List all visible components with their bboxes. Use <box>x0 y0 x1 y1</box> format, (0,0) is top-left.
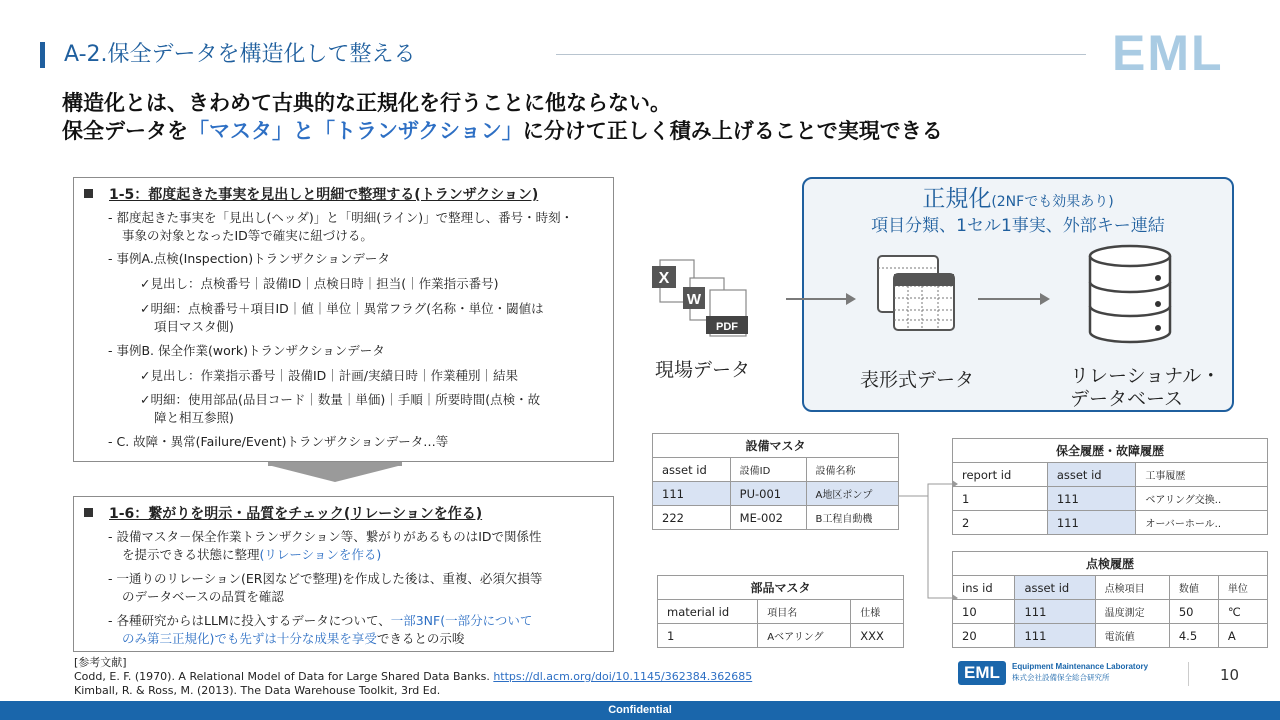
bullet-square-icon <box>84 189 93 198</box>
table-header-row <box>658 600 904 624</box>
references <box>74 656 752 698</box>
box2-line-3-a: - 各種研究からはLLMに投入するデータについて、 <box>108 613 391 628</box>
table-header-row <box>953 463 1268 487</box>
footer-lab-en: Equipment Maintenance Laboratory <box>1012 662 1149 671</box>
box1-line-3: ✓見出し：点検番号｜設備ID｜点検日時｜担当(｜作業指示番号) <box>140 276 499 291</box>
reference-2: Kimball, R. & Ross, M. (2013). The Data Warehouse Toolkit, 3rd Ed. <box>74 684 441 697</box>
table-cell: 111 <box>1015 624 1095 648</box>
table-cell: ℃ <box>1218 600 1267 624</box>
arrow-right-icon <box>846 293 856 305</box>
file-icons <box>650 250 750 342</box>
table-cell: 111 <box>1047 511 1136 535</box>
headline-line-2 <box>62 116 943 146</box>
normalization-title <box>802 184 1234 217</box>
table-row <box>953 511 1268 535</box>
headline-2-highlight: 「マスタ」と「トランザクション」 <box>188 119 523 143</box>
table-row <box>953 624 1268 648</box>
table-row <box>953 600 1268 624</box>
box2-line-2b: のデータベースの品質を確認 <box>122 589 284 604</box>
table-header: asset id <box>1015 576 1095 600</box>
box1-line-6: ✓見出し：作業指示番号｜設備ID｜計画/実績日時｜作業種別｜結果 <box>140 368 518 383</box>
table-title: 点検履歴 <box>953 552 1268 576</box>
normalization-note: (2NFでも効果あり) <box>991 194 1114 210</box>
relation-box <box>73 496 614 652</box>
box1-line-1: - 都度起きた事実を「見出し(ヘッダ)」と「明細(ライン)」で整理し、番号・時刻・ <box>108 210 574 225</box>
references-label: [参考文献] <box>74 656 127 669</box>
connector-maintenance <box>898 484 952 496</box>
table-cell: B工程自動機 <box>806 506 898 530</box>
box2-line-3b-a: のみ第三正規化)でも先ずは十分な成果を享受 <box>122 631 377 646</box>
table-header-row <box>653 458 899 482</box>
table-cell: ベアリング交換.. <box>1136 487 1268 511</box>
table-cell: A <box>1218 624 1267 648</box>
table-cell: 温度測定 <box>1095 600 1169 624</box>
table-row <box>658 624 904 648</box>
title-accent-bar <box>40 42 45 68</box>
excel-letter: X <box>658 270 670 287</box>
inspection-history-table <box>952 551 1268 648</box>
reference-1 <box>74 670 752 684</box>
rdb-label-2: データベース <box>1070 388 1184 410</box>
table-header: report id <box>953 463 1048 487</box>
table-row <box>653 506 899 530</box>
box2-line-1: - 設備マスタ－保全作業トランザクション等、繋がりがあるものはIDで関係性 <box>108 529 542 544</box>
title-divider <box>556 54 1086 55</box>
table-cell: 111 <box>653 482 731 506</box>
table-header: 点検項目 <box>1095 576 1169 600</box>
table-row <box>653 482 899 506</box>
transaction-box <box>73 177 614 462</box>
reference-1-link[interactable]: https://dl.acm.org/doi/10.1145/362384.362685 <box>493 670 753 683</box>
footer-lab-jp: 株式会社設備保全総合研究所 <box>1012 673 1110 682</box>
confidential-bar: Confidential <box>0 701 1280 720</box>
table-title: 部品マスタ <box>658 576 904 600</box>
table-header: 仕様 <box>851 600 904 624</box>
transaction-box-title: 1-5：都度起きた事実を見出しと明細で整理する(トランザクション) <box>109 187 539 203</box>
table-header: asset id <box>653 458 731 482</box>
arrow-right-icon <box>1040 293 1050 305</box>
table-data-label: 表形式データ <box>860 369 975 391</box>
table-cell: オーバーホール.. <box>1136 511 1268 535</box>
database-icon <box>1086 244 1176 344</box>
table-cell: 10 <box>953 600 1015 624</box>
table-title: 保全履歴・故障履歴 <box>953 439 1268 463</box>
table-header: asset id <box>1047 463 1136 487</box>
box2-line-2: - 一通りのリレーション(ER図などで整理)を作成した後は、重複、必須欠損等 <box>108 571 543 586</box>
headline-2-c: に分けて正しく積み上げることで実現できる <box>522 119 943 143</box>
table-connectors <box>898 478 958 600</box>
box2-line-3b-b: できるとの示唆 <box>376 631 465 646</box>
connector-inspection <box>928 496 952 598</box>
table-cell: 111 <box>1047 487 1136 511</box>
down-arrow-icon <box>268 465 402 482</box>
transaction-box-heading <box>84 184 538 204</box>
table-header: 項目名 <box>758 600 851 624</box>
table-cell: A地区ポンプ <box>806 482 898 506</box>
field-data-label: 現場データ <box>655 359 751 381</box>
maintenance-history-table <box>952 438 1268 535</box>
table-header: 設備名称 <box>806 458 898 482</box>
table-cell: Aベアリング <box>758 624 851 648</box>
box1-line-4b: 項目マスタ側) <box>154 319 234 334</box>
table-cell: PU-001 <box>730 482 806 506</box>
slide-title: A-2.保全データを構造化して整える <box>64 42 416 67</box>
table-row <box>953 487 1268 511</box>
box1-line-8: - C. 故障・異常(Failure/Event)トランザクションデータ…等 <box>108 434 449 449</box>
table-title: 設備マスタ <box>653 434 899 458</box>
table-cell: ME-002 <box>730 506 806 530</box>
table-cell: 電流値 <box>1095 624 1169 648</box>
word-letter: W <box>686 291 702 308</box>
table-cell: 20 <box>953 624 1015 648</box>
table-cell: 4.5 <box>1169 624 1218 648</box>
pdf-file-icon <box>706 290 748 336</box>
table-cell: 1 <box>953 487 1048 511</box>
table-header: ins id <box>953 576 1015 600</box>
relation-box-title: 1-6：繋がりを明示・品質をチェック(リレーションを作る) <box>109 506 483 522</box>
table-header: 単位 <box>1218 576 1267 600</box>
table-cell: 50 <box>1169 600 1218 624</box>
equipment-master-table <box>652 433 899 530</box>
box1-line-2: - 事例A.点検(Inspection)トランザクションデータ <box>108 251 390 266</box>
box2-line-1b-a: を提示できる状態に整理 <box>122 547 260 562</box>
box1-line-7: ✓明細：使用部品(品目コード｜数量｜単価)｜手順｜所要時間(点検・故 <box>140 392 541 407</box>
flow-arrow-2 <box>978 298 1042 300</box>
box1-line-7b: 障と相互参照) <box>154 410 234 425</box>
table-header: 工事履歴 <box>1136 463 1268 487</box>
relation-box-heading <box>84 503 482 523</box>
connector-arrow-icon <box>952 594 958 600</box>
footer-logo: EML <box>958 661 1006 685</box>
table-cell: 222 <box>653 506 731 530</box>
box2-line-3 <box>108 612 532 630</box>
spreadsheet-icon <box>870 252 960 336</box>
bullet-square-icon <box>84 508 93 517</box>
table-cell: XXX <box>851 624 904 648</box>
table-header: 設備ID <box>730 458 806 482</box>
table-cell: 2 <box>953 511 1048 535</box>
connector-arrow-icon <box>952 480 958 488</box>
box2-line-3-b: 一部3NF(一部分について <box>390 613 533 628</box>
box2-line-1b <box>122 546 381 564</box>
parts-master-table <box>657 575 904 648</box>
box2-line-1b-b: (リレーションを作る) <box>259 547 382 562</box>
flow-arrow-1 <box>786 298 848 300</box>
headline-line-1: 構造化とは、きわめて古典的な正規化を行うことに他ならない。 <box>62 91 671 115</box>
pdf-label: PDF <box>716 321 738 333</box>
normalization-subtitle: 項目分類、1セル1事実、外部キー連結 <box>871 216 1165 236</box>
box1-line-4: ✓明細：点検番号＋項目ID｜値｜単位｜異常フラグ(名称・単位・閾値は <box>140 301 544 316</box>
table-cell: 1 <box>658 624 758 648</box>
box2-line-3b <box>122 630 464 648</box>
box1-line-5: - 事例B. 保全作業(work)トランザクションデータ <box>108 343 385 358</box>
normalization-label: 正規化 <box>922 186 992 212</box>
page-number: 10 <box>1220 666 1240 684</box>
eml-logo: EML <box>1112 25 1224 81</box>
table-cell: 111 <box>1015 600 1095 624</box>
table-header-row <box>953 576 1268 600</box>
rdb-label-1: リレーショナル・ <box>1070 365 1221 387</box>
table-header: material id <box>658 600 758 624</box>
reference-1-text: Codd, E. F. (1970). A Relational Model of Data for Large Shared Data Banks. <box>74 670 494 683</box>
footer-divider <box>1188 662 1189 686</box>
box1-line-1b: 事象の対象となったID等で確実に紐づける。 <box>122 228 373 243</box>
headline-2-a: 保全データを <box>62 119 188 143</box>
table-header: 数値 <box>1169 576 1218 600</box>
